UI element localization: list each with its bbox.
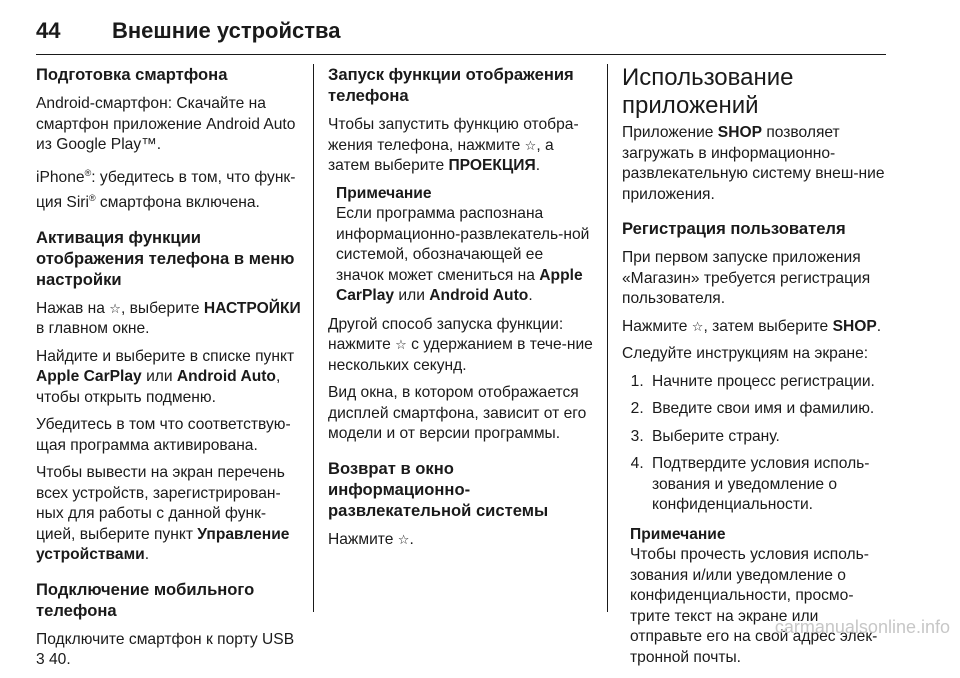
list-item: 3. Выберите страну. (648, 427, 888, 448)
heading-return-infotainment: Возврат в окно информационно-развлекательной системы (328, 458, 549, 520)
heading-prepare-smartphone: Подготовка смартфона (36, 65, 228, 84)
paragraph: Нажав на ☆, выберите НАСТРОЙКИ в главном окне. (36, 299, 301, 338)
heading-connect-phone: Подключение мобильного телефона (36, 579, 255, 620)
paragraph: При первом запуске приложения «Магазин» требуется регистрация пользователя. (622, 249, 871, 307)
note-block: Примечание Чтобы прочесть условия исполь‐зования и/или уведомление о конфиденциальности, просмо‐трите текст на экране или отправьте его на свой адрес элек‐тронной почты. (630, 525, 888, 669)
home-icon: ☆ (397, 531, 410, 547)
list-item: 2. Введите свои имя и фамилию. (648, 399, 888, 420)
paragraph: Подключите смартфон к порту USB 3 40. (36, 630, 295, 669)
home-icon: ☆ (524, 137, 537, 153)
heading-use-apps: Использование приложений (622, 64, 794, 119)
paragraph: Убедитесь в том что соответствую‐щая программа активирована. (36, 416, 291, 454)
heading-activate-projection: Активация функции отображения телефона в меню настройки (36, 227, 295, 289)
paragraph: Чтобы вывести на экран перечень всех устройств, зарегистрирован‐ных для работы с данной функ‐цией, выберите пункт Управление устройствами. (36, 464, 290, 564)
home-icon: ☆ (109, 300, 121, 316)
page-reference-link[interactable]: 3 40 (36, 651, 67, 669)
list-item: 1. Начните процесс регистрации. (648, 372, 888, 393)
paragraph: Следуйте инструкциям на экране: (622, 345, 869, 362)
paragraph: Другой способ запуска функции: нажмите ☆ с удержанием в тече‐ние нескольких секунд. (328, 315, 593, 374)
paragraph: Нажмите ☆, затем выберите SHOP. (622, 317, 882, 335)
paragraph: Вид окна, в котором отображается дисплей смартфона, зависит от его модели и от версии программы. (328, 384, 587, 442)
registered-mark: ® (84, 167, 92, 178)
column-2 (328, 64, 594, 557)
watermark: carmanualsonline.info (774, 617, 950, 637)
column-1 (36, 64, 302, 678)
heading-start-projection: Запуск функции отображения телефона (328, 65, 574, 105)
paragraph: iPhone®: убедитесь в том, что функ‐ция Siri® смартфона включена. (36, 167, 296, 212)
note-block: Примечание Если программа распознана информационно-развлекатель‐ной системой, обозначающей ее значок может смениться на Apple CarPlay или Android Auto. (336, 184, 594, 307)
column-divider (607, 64, 608, 612)
home-icon: ☆ (691, 318, 704, 334)
column-3 (622, 64, 888, 676)
paragraph: Чтобы запустить функцию отобра‐жения телефона, нажмите ☆, а затем выберите ПРОЕКЦИЯ. (328, 116, 579, 174)
note-title: Примечание (630, 525, 726, 543)
list-item: 4. Подтвердите условия исполь‐зования и уведомление о конфиденциальности. (648, 454, 888, 516)
registered-mark: ® (88, 193, 96, 204)
page-title: Внешние устройства (112, 18, 341, 43)
paragraph: Приложение SHOP позволяет загружать в информационно-развлекательную систему внеш‐ние приложения. (622, 124, 885, 203)
paragraph: Нажмите ☆. (328, 530, 414, 548)
registration-steps (622, 372, 888, 516)
heading-user-registration: Регистрация пользователя (622, 219, 846, 238)
note-title: Примечание (336, 184, 432, 202)
home-icon: ☆ (395, 337, 407, 352)
paragraph: Найдите и выберите в списке пункт Apple CarPlay или Android Auto, чтобы открыть подменю. (36, 347, 295, 406)
column-divider (313, 64, 314, 612)
page-number: 44 (36, 18, 61, 43)
paragraph: Android-смартфон: Скачайте на смартфон приложение Android Auto из Google Play™. (36, 95, 296, 153)
page-header (36, 12, 886, 55)
